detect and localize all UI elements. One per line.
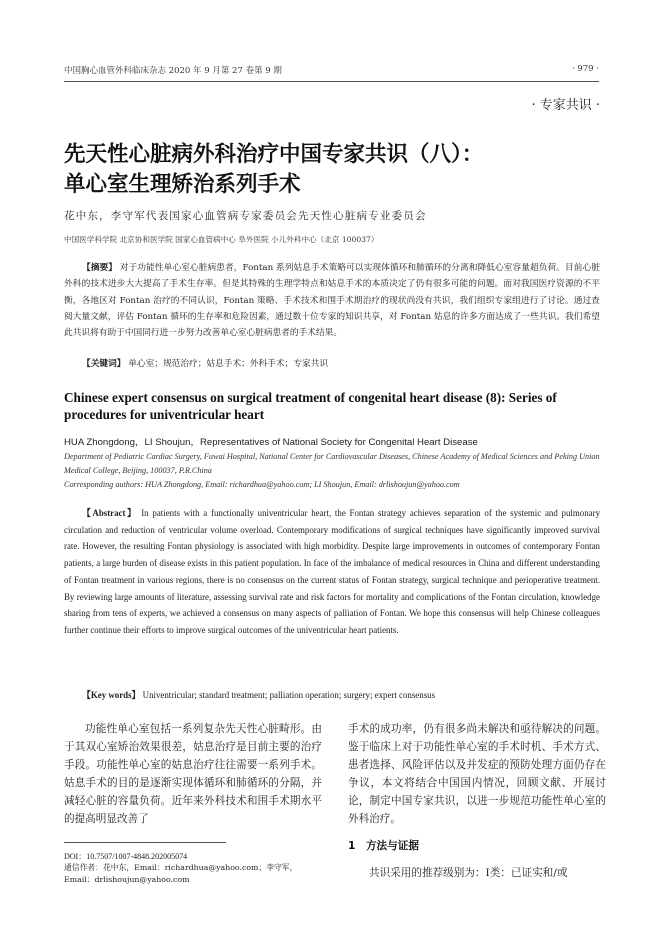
footnote-divider	[64, 842, 226, 843]
english-title: Chinese expert consensus on surgical treatment of congenital heart disease (8): Series of procedures for univentricular heart	[64, 390, 557, 422]
chinese-title-line1: 先天性心脏病外科治疗中国专家共识（八）：	[64, 142, 484, 167]
column-label: · 专家共识 ·	[531, 98, 600, 113]
section-methods-text: 共识采用的推荐级别为：Ⅰ类：已证实和/或	[369, 867, 568, 879]
english-authors: HUA Zhongdong，LI Shoujun，Representatives of National Society for Congenital Heart Disease	[64, 437, 478, 448]
body-paragraph-left: 功能性单心室包括一系列复杂先天性心脏畸形。由于其双心室矫治效果很差，姑息治疗是目前主要的治疗手段。功能性单心室的姑息治疗往往需要一系列手术。姑息手术的目的是逐渐实现体循环和肺循环的分隔，并减轻心脏的容量负荷。近年来外科技术和围手术期水平的提高明显改善了	[64, 723, 322, 825]
chinese-authors: 花中东，李守军代表国家心血管病专家委员会先天性心脏病专业委员会	[64, 210, 427, 222]
english-affiliation: Department of Pediatric Cardiac Surgery, Fuwai Hospital, National Center for Cardiovascular Diseases, Chinese Academy of Medical Sciences and Peking Union Medical College, Beijing, 100037, P.R.China	[64, 452, 600, 475]
chinese-abstract-text: 对于功能性单心室心脏病患者，Fontan 系列姑息手术策略可以实现体循环和肺循环的分离和降低心室容量超负荷。目前心脏外科的技术进步大大提高了手术生存率。但是其特殊的生理学特点和姑息手术的本质决定了仍有很多可能的问题。面对我国医疗资源的不平衡，各地区对 Fontan 治疗的不同认识，Fontan 策略、手术技术和围手术期治疗的现状尚没有共识，我们组织专家组进行了讨论。通过查阅大量文献，评估 Fontan 循环的生存率和危险因素，通过数十位专家的知识共享，对 Fontan 姑息的许多方面达成了一些共识。我们希望此共识将有助于中国同行进一步努力改善单心室心脏病患者的手术结果。	[64, 263, 601, 339]
chinese-keywords-label: 【关键词】	[82, 359, 126, 369]
chinese-title	[64, 140, 604, 200]
english-keywords-label: 【Key words】	[82, 690, 141, 700]
chinese-abstract-label: 【摘要】	[82, 263, 118, 273]
correspondence-footnote: 通信作者：花中东，Email：richardhua@yahoo.com；李守军，Email：drlishoujun@yahoo.com	[64, 863, 298, 884]
chinese-keywords-text: 单心室；规范治疗；姑息手术；外科手术；专家共识	[128, 359, 329, 369]
chinese-affiliation: 中国医学科学院 北京协和医学院 国家心血管病中心 阜外医院 小儿外科中心（北京 100037）	[64, 235, 379, 244]
english-abstract-text: In patients with a functionally univentricular heart, the Fontan strategy achieves separation of the systemic and pulmonary circulation and reduction of ventricular volume overload. Contemporary modifications of surgical techniques have significantly improved survival rate. However, the resulting Fontan physiology is associated with high morbidity. Despite large improvements in outcomes of contemporary Fontan patients, a large burden of disease exists in this patient population. In face of the imbalance of medical resources in China and different understanding of Fontan treatment in various regions, there is no consensus on the current status of Fontan strategy, surgical technique and perioperative treatment. By reviewing large amounts of literature, assessing survival rate and risk factors for mortality and complications of the Fontan circulation, knowledge sharing from tens of experts, we achieved a consensus on many aspects of palliation of Fontan. We hope this consensus will help Chinese colleagues further continue their efforts to improve surgical outcomes of the univentricular heart patients.	[64, 508, 601, 635]
english-abstract	[64, 505, 600, 639]
english-keywords	[82, 688, 435, 701]
doi-footnote: DOI：10.7507/1007-4848.202005074	[64, 852, 188, 861]
body-paragraph-right: 手术的成功率，仍有很多尚未解决和亟待解决的问题。鉴于临床上对于功能性单心室的手术时机、手术方式、患者选择、风险评估以及并发症的预防处理方面仍存在争议，本文将结合中国国内情况，回顾文献、开展讨论，制定中国专家共识，以进一步规范功能性单心室的外科治疗。	[348, 723, 606, 825]
english-abstract-label: 【Abstract】	[82, 508, 138, 518]
journal-info: 中国胸心血管外科临床杂志 2020 年 9 月第 27 卷第 9 期	[64, 66, 282, 76]
chinese-abstract	[64, 260, 600, 341]
running-header	[64, 64, 599, 80]
english-corresponding-authors: Corresponding authors: HUA Zhongdong, Email: richardhua@yahoo.com; LI Shoujun, Email: drlishoujun@yahoo.com	[64, 480, 460, 489]
page-number: · 979 ·	[571, 64, 599, 74]
chinese-title-line2: 单心室生理矫治系列手术	[64, 172, 301, 197]
section-heading-methods: 1 方法与证据	[348, 840, 419, 852]
header-divider	[64, 81, 599, 82]
chinese-keywords	[82, 357, 328, 369]
english-keywords-text: Univentricular; standard treatment; palliation operation; surgery; expert consensus	[142, 690, 436, 700]
